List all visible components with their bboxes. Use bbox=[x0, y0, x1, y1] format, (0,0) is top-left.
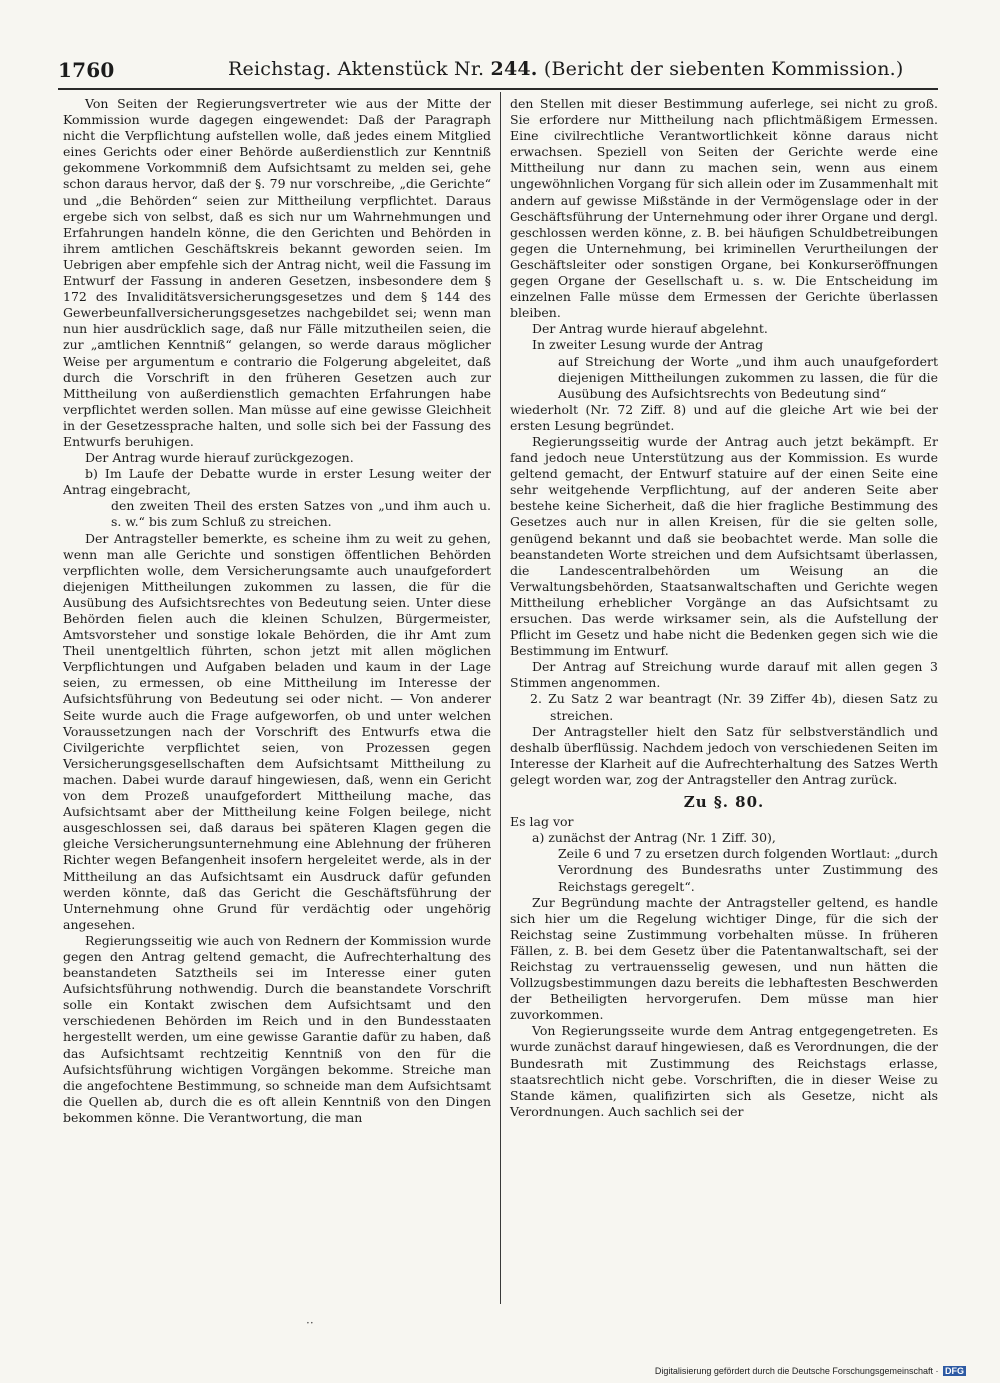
left-paragraph: Der Antrag wurde hierauf zurückgezogen. bbox=[85, 450, 354, 466]
right-paragraph: auf Streichung der Worte „und ihm auch unaufgefordert diejenigen Mittheilungen zukommen zu lassen, die für die Ausübung des Aufsichtsrechts von Bedeutung sind“ bbox=[558, 353, 938, 401]
right-paragraph: a) zunächst der Antrag (Nr. 1 Ziff. 30), bbox=[532, 830, 776, 846]
right-paragraph: wiederholt (Nr. 72 Ziff. 8) und auf die gleiche Art wie bei der ersten Lesung begründet. bbox=[510, 401, 938, 433]
running-title-prefix: Reichstag. Aktenstück Nr. bbox=[228, 58, 491, 80]
left-paragraph: Von Seiten der Regierungsvertreter wie aus der Mitte der Kommission wurde dagegen eingewendet: Daß der Paragraph nicht die Verpflichtung aufstellen wolle, daß jedes einem Mitglied eines Gerichts oder einer Behörde außerdienstlich zur Kenntniß gekommene Vorkommniß dem Aufsichtsamt zu melden sei, gehe schon daraus hervor, daß der §. 79 nur vorschreibe, „die Gerichte“ und „die Behörden“ seien zur Mittheilung verpflichtet. Daraus ergebe sich von selbst, daß es sich nur um Wahrnehmungen und Erfahrungen handeln könne, die den Gerichten und Behörden in ihrem amtlichen Geschäftskreis bekannt geworden seien. Im Uebrigen aber empfehle sich der Antrag nicht, weil die Fassung im Entwurf der Fassung in anderen Gesetzen, insbesondere dem § 172 des Invaliditätsversicherungsgesetzes und dem § 144 des Gewerbeunfallversicherungsgesetzes nachgebildet sei; wenn man nun hier ausdrücklich sage, daß nur Fälle mitzutheilen seien, die zur „amtlichen Kenntniß“ gelangen, so werde daraus möglicher Weise per argumentum e contrario die Folgerung abgeleitet, daß durch die Vorschrift in den früheren Gesetzen auch zur Mittheilung von außerdienstlich gemachten Erfahrungen habe verpflichtet werden sollen. Man müsse auf eine gewisse Gleichheit in der Gesetzessprache halten, und solle sich bei der Fassung des Entwurfs beruhigen. bbox=[63, 96, 491, 449]
funding-footer bbox=[655, 1366, 966, 1376]
left-paragraph: Der Antragsteller bemerkte, es scheine ihm zu weit zu gehen, wenn man alle Gerichte und sonstigen öffentlichen Behörden verpflichten wolle, dem Versicherungsamte auch unaufgefordert diejenigen Mittheilungen zukommen zu lassen, die für die Ausübung des Aufsichtsrechtes von Bedeutung seien. Unter diese Behörden fielen auch die kleinen Schulzen, Bürgermeister, Amtsvorsteher und sonstige lokale Behörden, die ihr Amt zum Theil unentgeltlich führten, schon jetzt mit allen möglichen Verpflichtungen und Aufgaben beladen und kaum in der Lage seien, zu ermessen, ob eine Mittheilung im Interesse der Aufsichtsführung von Bedeutung sei oder nicht. — Von anderer Seite wurde auch die Frage aufgeworfen, ob und unter welchen Voraussetzungen nach der Vorschrift des Entwurfs etwa die Civilgerichte verpflichtet seien, von Prozessen gegen Versicherungsgesellschaften dem Aufsichtsamt Mittheilung zu machen. Dabei wurde darauf hingewiesen, daß, wenn ein Gericht von dem Prozeß unaufgefordert Mittheilung mache, das Aufsichtsamt aber der Mittheilung keine Folgen beilege, nicht ausgeschlossen sei, daß daraus bei späteren Klagen gegen die gleiche Versicherungsunternehmung eine Ablehnung der früheren Richter wegen Befangenheit insofern hergeleitet werde, als in der Mittheilung an das Aufsichtsamt ein Ausdruck dafür gefunden werden könnte, daß das Gericht die Geschäftsführung der Unternehmung ohne Grund für verdächtig oder ungehörig angesehen. bbox=[63, 530, 491, 932]
page-number: 1760 bbox=[58, 58, 115, 82]
right-paragraph: 2. Zu Satz 2 war beantragt (Nr. 39 Ziffer 4b), diesen Satz zu streichen. bbox=[530, 691, 938, 723]
bottom-mark: ·· bbox=[306, 1316, 314, 1330]
right-paragraph: Von Regierungsseite wurde dem Antrag entgegengetreten. Es wurde zunächst darauf hingewiesen, daß es Verordnungen, die der Bundesrath mit Zustimmung des Reichstags erlasse, staatsrechtlich nicht gebe. Vorschriften, die in dieser Weise zu Stande kämen, qualifizirten sich als Gesetze, nicht als Verordnungen. Auch sachlich sei der bbox=[510, 1023, 938, 1119]
right-paragraph: den Stellen mit dieser Bestimmung auferlege, sei nicht zu groß. Sie erfordere nur Mittheilung nach pflichtmäßigem Ermessen. Eine civilrechtliche Verantwortlichkeit könne daraus nicht erwachsen. Speziell von Seiten der Gerichte werde eine Mittheilung nur dann zu machen sein, wenn aus einem ungewöhnlichen Vorgang für sich allein oder im Zusammenhalt mit andern auf gewisse Mißstände in der Vermögenslage oder in der Geschäftsführung der Unternehmung oder ihrer Organe und dergl. geschlossen werden könne, z. B. bei häufigen Schuldbetreibungen gegen die Unternehmung, bei kriminellen Verurtheilungen der Geschäftsleiter oder sonstigen Organe, bei Konkurseröffnungen gegen Organe der Gesellschaft u. s. w. Die Entscheidung im einzelnen Falle müsse dem Ermessen der Gerichte überlassen bleiben. bbox=[510, 96, 938, 321]
running-title-suffix: (Bericht der siebenten Kommission.) bbox=[537, 58, 904, 80]
right-paragraph: In zweiter Lesung wurde der Antrag bbox=[532, 337, 764, 353]
running-title-number: 244. bbox=[490, 58, 538, 80]
right-paragraph: Zeile 6 und 7 zu ersetzen durch folgenden Wortlaut: „durch Verordnung des Bundesraths unter Zustimmung des Reichstags geregelt“. bbox=[558, 846, 938, 894]
right-column bbox=[510, 96, 938, 1120]
right-paragraph: Der Antrag auf Streichung wurde darauf mit allen gegen 3 Stimmen angenommen. bbox=[510, 659, 938, 691]
right-section-heading: Zu §. 80. bbox=[683, 793, 765, 812]
left-paragraph: den zweiten Theil des ersten Satzes von „und ihm auch u. s. w.“ bis zum Schluß zu streichen. bbox=[111, 498, 491, 530]
left-paragraph: Regierungsseitig wie auch von Rednern der Kommission wurde gegen den Antrag geltend gemacht, die Aufrechterhaltung des beanstandeten Satztheils sei im Interesse einer guten Aufsichtsführung nothwendig. Durch die beanstandete Vorschrift solle ein Kontakt zwischen dem Aufsichtsamt und den verschiedenen Behörden im Reich und in den Bundesstaaten hergestellt werden, um eine gewisse Garantie dafür zu haben, daß das Aufsichtsamt rechtzeitig Kenntniß von den für die Aufsichtsführung wichtigen Vorgängen bekomme. Streiche man die angefochtene Bestimmung, so schneide man dem Aufsichtsamt die Quellen ab, durch die es oft allein Kenntniß von den Dingen bekommen könne. Die Verantwortung, die man bbox=[63, 932, 491, 1125]
right-paragraph: Regierungsseitig wurde der Antrag auch jetzt bekämpft. Er fand jedoch neue Unterstützung aus der Kommission. Es wurde geltend gemacht, der Entwurf statuire auf der einen Seite eine sehr weitgehende Verpflichtung, auf der anderen Seite aber bestehe keine Sicherheit, daß die hier fragliche Bestimmung des Gesetzes auch nur in allen Kreisen, für die sie gelten solle, genügend bekannt und daß sie beobachtet werde. Man solle die beanstandeten Worte streichen und dem Aufsichtsamt überlassen, die Landescentralbehörden um Weisung an die Verwaltungsbehörden, Staatsanwaltschaften und Gerichte wegen Mittheilung erheblicher Vorgänge an das Aufsichtsamt zu ersuchen. Das werde wirksamer sein, als die Aufstellung der Pflicht im Gesetz und habe nicht die Bedenken gegen sich wie die Bestimmung im Entwurf. bbox=[510, 433, 938, 659]
dfg-logo: DFG bbox=[945, 1366, 964, 1376]
page-header bbox=[58, 54, 938, 84]
right-paragraph: Der Antragsteller hielt den Satz für selbstverständlich und deshalb überflüssig. Nachdem jedoch von verschiedenen Seiten im Interesse der Klarheit auf die Aufrechterhaltung des Satzes Werth gelegt worden war, zog der Antragsteller den Antrag zurück. bbox=[510, 723, 938, 787]
right-paragraph: Zur Begründung machte der Antragsteller geltend, es handle sich hier um die Regelung wichtiger Dinge, für die sich der Reichstag seine Zustimmung vorbehalten müsse. In früheren Fällen, z. B. bei dem Gesetz über die Patentanwaltschaft, sei der Reichstag zu vertrauensselig gewesen, und nun hätten die Vollzugsbestimmungen dazu bereits die lebhaftesten Beschwerden der Betheiligten hervorgerufen. Dem müsse man hier zuvorkommen. bbox=[510, 894, 938, 1023]
running-title bbox=[228, 58, 904, 80]
right-paragraph: Es lag vor bbox=[510, 814, 574, 830]
right-paragraph: Der Antrag wurde hierauf abgelehnt. bbox=[532, 321, 768, 337]
left-paragraph: b) Im Laufe der Debatte wurde in erster Lesung weiter der Antrag eingebracht, bbox=[63, 466, 491, 498]
footer-text: Digitalisierung gefördert durch die Deutsche Forschungsgemeinschaft · bbox=[654, 1366, 939, 1376]
left-column bbox=[63, 96, 491, 1126]
column-divider bbox=[500, 92, 501, 1304]
header-rule bbox=[58, 88, 938, 90]
